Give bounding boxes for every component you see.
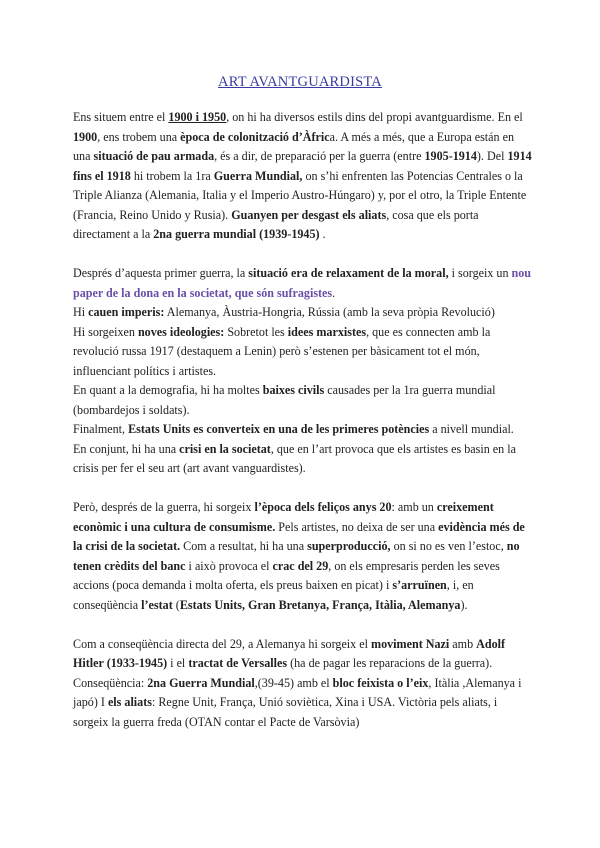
highlight-ww1-years: 1914 fins el 1918 <box>73 149 532 183</box>
text-run: Però, després de la guerra, hi sorgeix <box>73 500 255 514</box>
highlight-overproduction: superproducció, <box>307 539 391 553</box>
highlight-social-crisis: crisi en la societat <box>179 441 271 456</box>
text-run: Finalment, <box>73 422 129 436</box>
text-run: , cosa que els porta directament a la <box>73 207 479 241</box>
highlight-hitler: Adolf Hitler (1933-1945) <box>73 636 506 670</box>
paragraph-nazism <box>73 635 533 733</box>
text-run: , on els empresaris perden les seves accions (poca demanda i molta oferta, els preus baixen en picat) i <box>73 558 500 592</box>
paragraph-intro <box>73 108 533 245</box>
text-run: Hi sorgeixen <box>73 324 138 339</box>
highlight-state: l’estat <box>141 597 173 612</box>
text-run: ( <box>172 597 180 612</box>
text-run: , i, en conseqüència <box>73 578 474 612</box>
highlight-countries: Estats Units, Gran Bretanya, França, Itàlia, Alemanya <box>179 597 461 612</box>
paragraph-gap <box>73 615 533 635</box>
text-run: . <box>319 227 326 241</box>
highlight-armed-peace: situació de pau armada <box>93 149 215 163</box>
text-run: i això provoca el <box>185 558 273 573</box>
highlight-year: 1900 <box>73 129 98 144</box>
paragraph-twenties <box>73 498 533 615</box>
text-run: ,(39-45) amb el <box>254 675 333 690</box>
text-run: Hi <box>73 305 89 319</box>
highlight-no-credit: no tenen crèdits del banc <box>73 539 520 573</box>
text-run: (ha de pagar les reparacions de la guerra). Conseqüència: <box>73 656 493 690</box>
text-run: Després d’aquesta primer guerra, la <box>73 266 249 280</box>
highlight-nazi: moviment Nazi <box>371 636 450 651</box>
highlight-roaring-twenties: l’època dels feliços anys 20 <box>254 500 392 514</box>
text-run: : Regne Unit, França, Unió soviètica, Xina i USA. Victòria pels aliats, i sorgeix la guerra freda (OTAN contar el Pacte de Varsòvia) <box>73 695 498 729</box>
highlight-empires: cauen imperis: <box>88 305 165 319</box>
text-run: on s’hi enfrenten las Potencias Centrales o la Triple Alianza (Alemania, Italia y el Imperio Austro-Húngaro) y, por el otro, la Triple Entente (Francia, Reino Unido y Rusia). <box>73 168 527 222</box>
highlight-period: 1900 i 1950 <box>168 110 227 124</box>
highlight-marxism: idees marxistes <box>287 324 367 339</box>
paragraph-empires <box>73 303 533 323</box>
paragraph-usa <box>73 420 533 440</box>
highlight-civil-casualties: baixes civils <box>262 383 325 397</box>
text-run: Sobretot les <box>224 324 288 339</box>
text-run: , ens trobem una <box>97 129 181 144</box>
paragraph-crisis <box>73 440 533 479</box>
text-run: , és a dir, de preparació per la guerra (entre <box>214 149 425 163</box>
text-run: : amb un <box>391 500 437 514</box>
highlight-ww1: Guerra Mundial, <box>213 168 303 183</box>
paragraph-gap <box>73 245 533 265</box>
highlight-ideologies: noves ideologies: <box>137 324 225 339</box>
paragraph-demography <box>73 381 533 420</box>
highlight-evidence: evidència més de la crisi de la societat. <box>73 519 525 553</box>
text-run: on si no es ven l’estoc, <box>390 539 507 553</box>
text-run: hi trobem la 1ra <box>130 168 214 183</box>
highlight-consumerism: creixement econòmic i una cultura de consumisme. <box>73 500 494 534</box>
highlight-colonization: època de colonització d’Àfric <box>180 129 330 144</box>
highlight-ruined: s’arruïnen <box>392 578 447 592</box>
highlight-moral: situació era de relaxament de la moral, <box>248 266 449 280</box>
highlight-allies: els aliats <box>107 695 152 709</box>
text-run: a nivell mundial. <box>429 422 514 436</box>
text-run: ). Del <box>476 149 508 163</box>
text-run: a. A més a més, que a Europa están en una <box>73 129 514 163</box>
highlight-allies-win: Guanyen per desgast els aliats <box>231 207 387 222</box>
highlight-ww2-name: 2na Guerra Mundial <box>147 675 255 690</box>
text-run: Alemanya, Àustria-Hongria, Rússia (amb la seva pròpia Revolució) <box>164 305 495 319</box>
text-run: Pels artistes, no deixa de ser una <box>275 519 439 534</box>
text-run: , on hi ha diversos estils dins del propi avantguardisme. En el <box>226 110 523 124</box>
paragraph-ideologies <box>73 323 533 382</box>
highlight-ww2: 2na guerra mundial (1939-1945) <box>153 227 320 241</box>
text-run: , que en l’art provoca que els artistes es basin en la crisis per fer el seu art (art avant vanguardistes). <box>73 441 516 475</box>
text-run: En quant a la demografia, hi ha moltes <box>73 383 263 397</box>
highlight-versailles: tractat de Versalles <box>188 656 288 670</box>
text-run: ). <box>460 597 468 612</box>
text-run: i sorgeix un <box>448 266 512 280</box>
text-run: Com a conseqüència directa del 29, a Alemanya hi sorgeix el <box>73 636 371 651</box>
highlight-crash-29: crac del 29 <box>272 558 329 573</box>
text-run: En conjunt, hi ha una <box>73 441 180 456</box>
text-run: Ens situem entre el <box>73 110 169 124</box>
paragraph-gap <box>73 479 533 499</box>
paragraph-postwar <box>73 264 533 303</box>
highlight-years: 1905-1914 <box>424 149 477 163</box>
text-run: , Itàlia ,Alemanya i japó) I <box>73 675 522 709</box>
text-run: . <box>332 285 336 300</box>
highlight-axis: bloc feixista o l’eix <box>332 675 429 690</box>
text-run: amb <box>449 636 477 651</box>
highlight-suffragettes: nou paper de la dona en la societat, que són sufragistes <box>73 266 532 300</box>
text-run: causades per la 1ra guerra mundial (bombardejos i soldats). <box>73 383 496 417</box>
text-run: , que es connecten amb la revolució russa 1917 (destaquem a Lenin) però s’estenen per bàsicament tot el món, influenciant polítics i artistes. <box>73 324 491 378</box>
highlight-usa-power: Estats Units es converteix en una de les primeres potències <box>128 422 430 436</box>
text-run: i el <box>167 656 189 670</box>
page-title: ART AVANTGUARDISTA <box>218 74 382 90</box>
text-run: Com a resultat, hi ha una <box>180 539 308 553</box>
document-body <box>73 108 533 732</box>
